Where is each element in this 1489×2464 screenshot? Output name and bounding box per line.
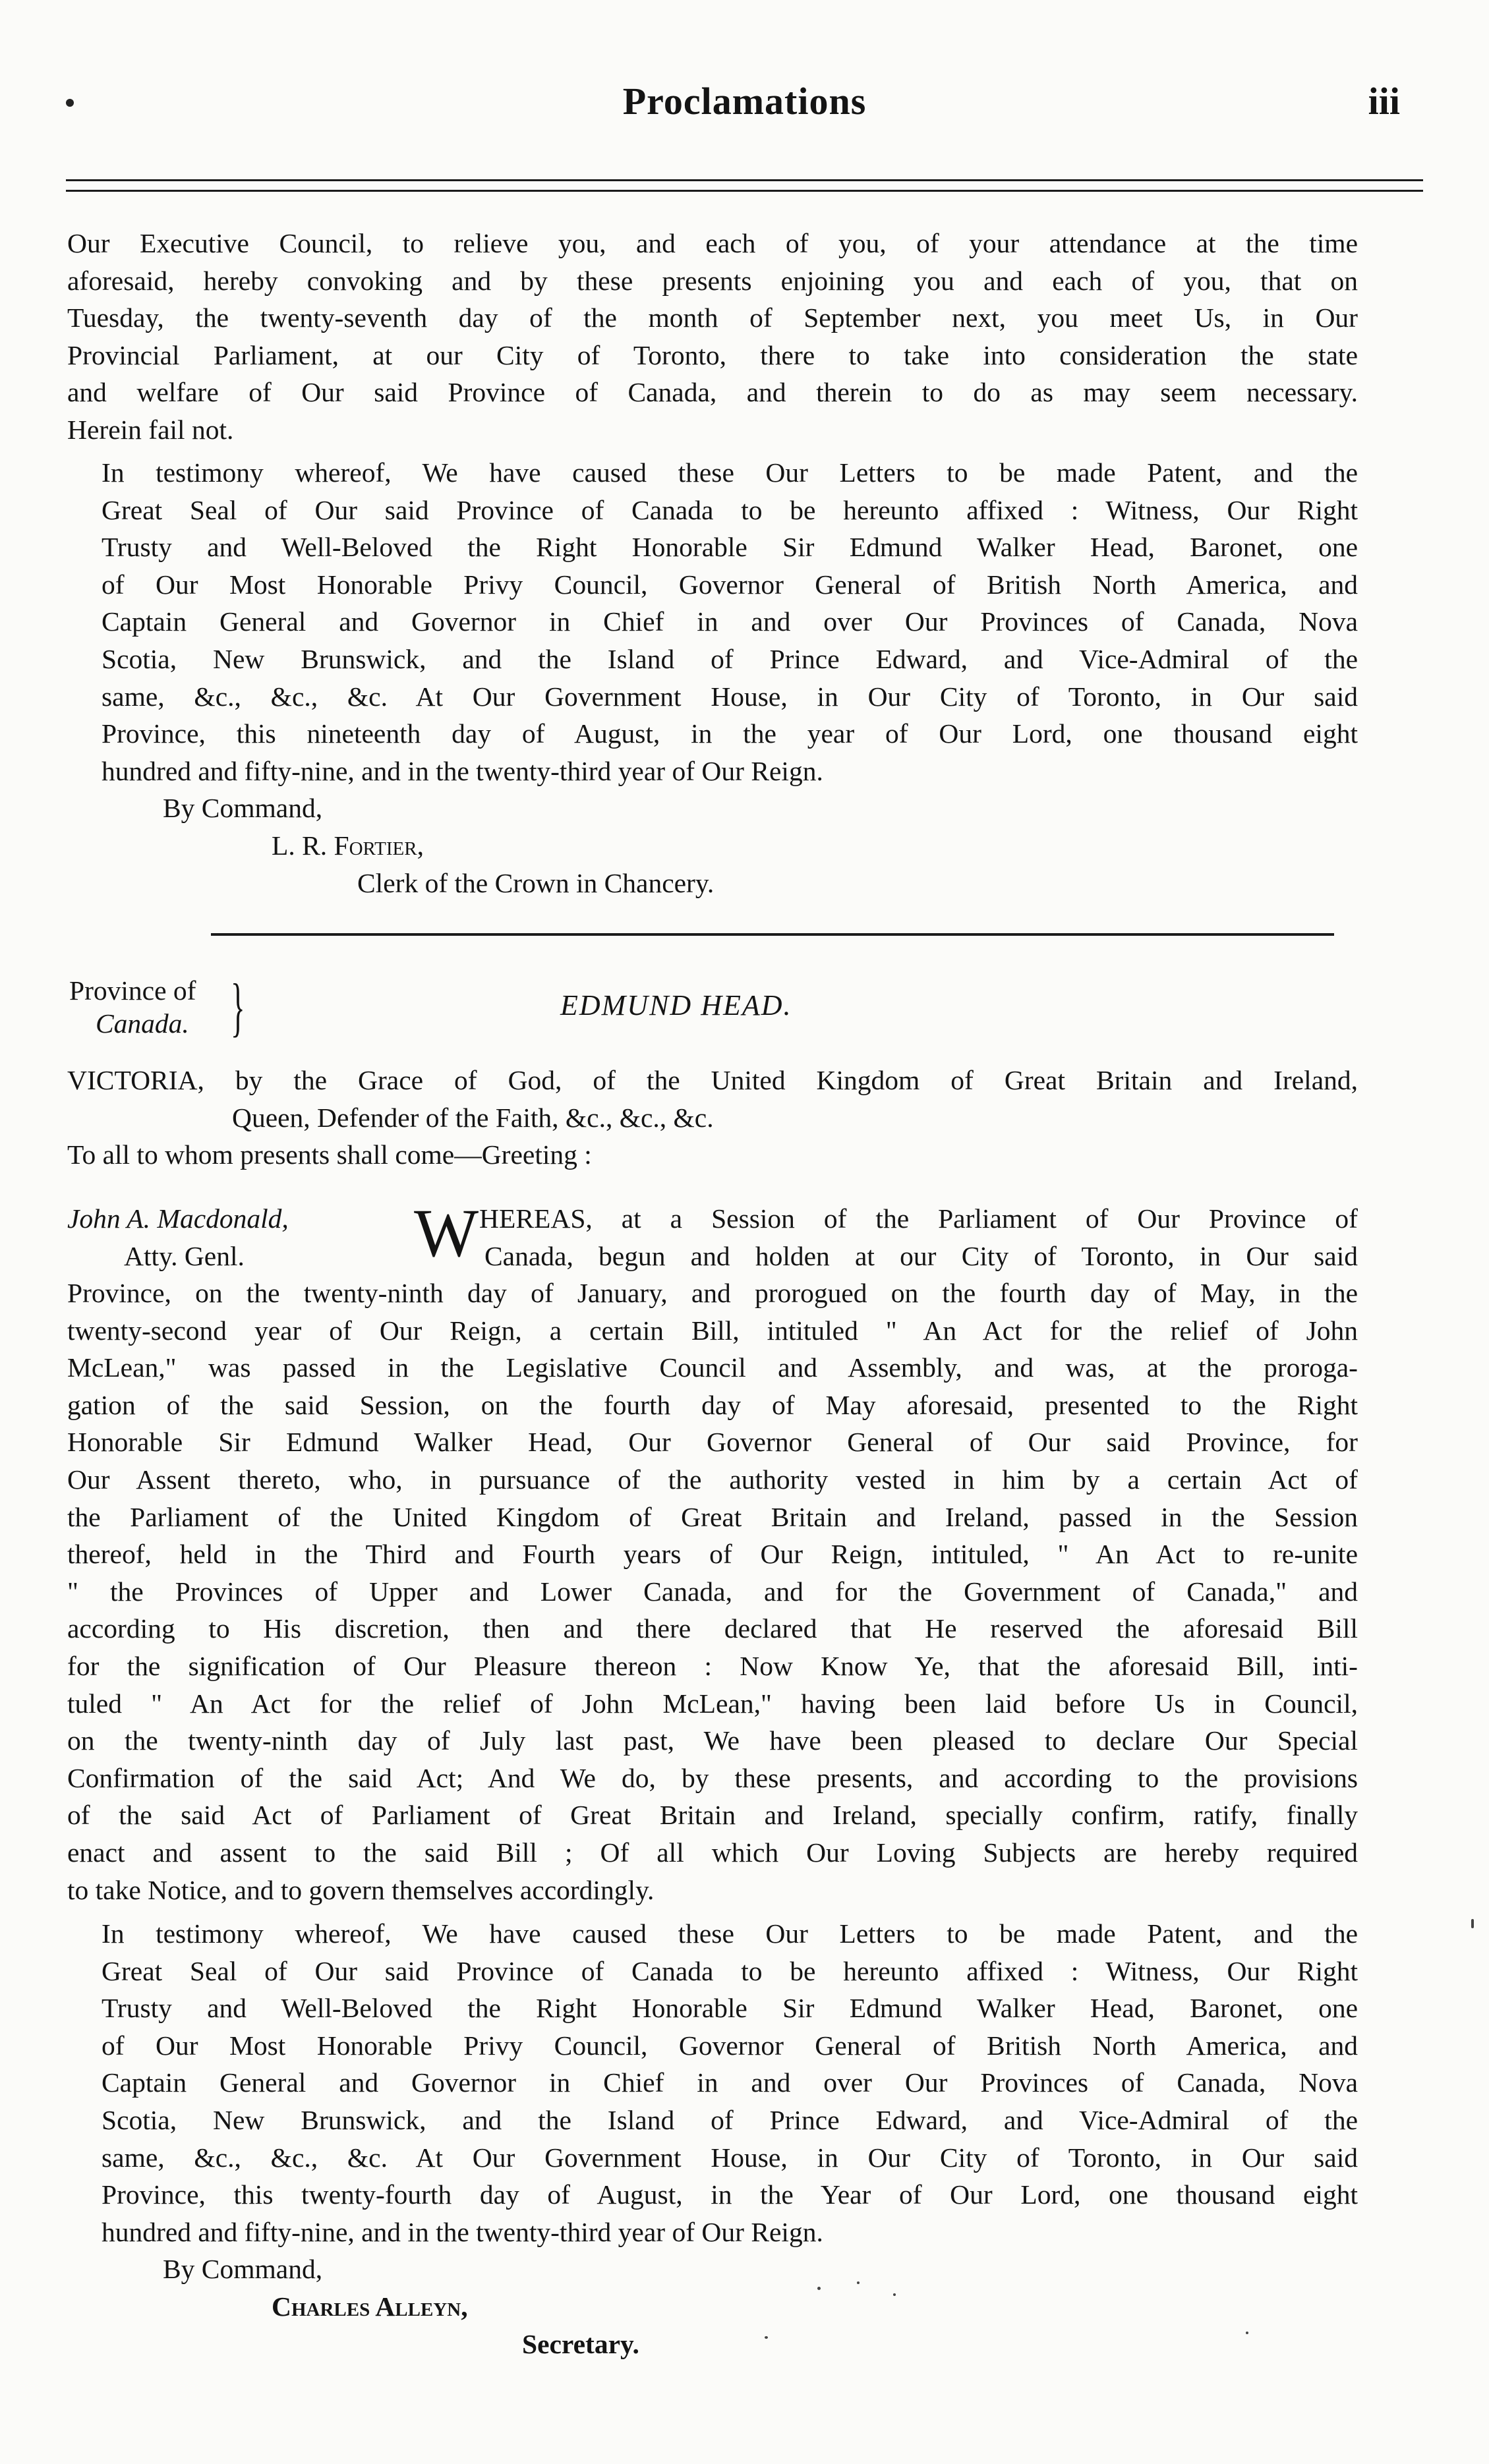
header-rule-bottom <box>66 190 1423 192</box>
text-line: Province, this twenty-fourth day of August, in the Year of Our Lord, one thousand eight <box>102 2179 1358 2210</box>
province-caption-line: Canada. <box>96 1008 189 1039</box>
text-line: In testimony whereof, We have caused these Our Letters to be made Patent, and the <box>102 1918 1358 1949</box>
page-title: Proclamations <box>622 80 867 123</box>
text-line: Confirmation of the said Act; And We do, by these presents, and according to the provisions <box>67 1762 1358 1793</box>
signatory-name: L. R. Fortier, <box>272 830 424 861</box>
province-caption-line: Province of <box>69 975 196 1006</box>
text-line: of Our Most Honorable Privy Council, Governor General of British North America, and <box>102 2030 1358 2061</box>
text-line: same, &c., &c., &c. At Our Government House, in Our City of Toronto, in Our said <box>102 681 1358 712</box>
text-line: " the Provinces of Upper and Lower Canada, and for the Government of Canada," and <box>67 1576 1358 1607</box>
text-line: of the said Act of Parliament of Great Britain and Ireland, specially confirm, ratify, finally <box>67 1800 1358 1831</box>
text-line: Scotia, New Brunswick, and the Island of Prince Edward, and Vice-Admiral of the <box>102 643 1358 674</box>
text-line: Captain General and Governor in Chief in and over Our Provinces of Canada, Nova <box>102 606 1358 637</box>
victoria-line: Queen, Defender of the Faith, &c., &c., &c. <box>232 1102 714 1133</box>
scan-speck <box>1471 1919 1474 1928</box>
text-line: Province, on the twenty-ninth day of January, and prorogued on the fourth day of May, in the <box>67 1278 1358 1308</box>
proclamation-two-opening <box>479 1200 1358 1275</box>
text-line: hundred and fifty-nine, and in the twenty-third year of Our Reign. <box>102 2216 823 2247</box>
text-line: the Parliament of the United Kingdom of Great Britain and Ireland, passed in the Session <box>67 1501 1358 1532</box>
text-line: enact and assent to the said Bill ; Of all which Our Loving Subjects are hereby required <box>67 1837 1358 1868</box>
text-line: Provincial Parliament, at our City of Toronto, there to take into consideration the state <box>67 339 1358 370</box>
text-line: HEREAS, at a Session of the Parliament of Our Province of <box>479 1203 1358 1234</box>
text-line: Scotia, New Brunswick, and the Island of Prince Edward, and Vice-Admiral of the <box>102 2104 1358 2135</box>
text-line: on the twenty-ninth day of July last past, We have been pleased to declare Our Special <box>67 1725 1358 1756</box>
text-line: Trusty and Well-Beloved the Right Honorable Sir Edmund Walker Head, Baronet, one <box>102 532 1358 563</box>
text-line: Our Executive Council, to relieve you, and each of you, of your attendance at the time <box>67 228 1358 258</box>
margin-title: Atty. Genl. <box>124 1241 245 1271</box>
text-line: Canada, begun and holden at our City of Toronto, in Our said <box>484 1240 1358 1271</box>
signatory-name: Charles Alleyn, <box>272 2291 468 2322</box>
text-line: In testimony whereof, We have caused these Our Letters to be made Patent, and the <box>102 457 1358 488</box>
page-number: iii <box>1368 80 1400 123</box>
scan-speck <box>765 2336 768 2339</box>
drop-cap: W <box>414 1195 479 1271</box>
text-line: hundred and fifty-nine, and in the twenty-third year of Our Reign. <box>102 755 823 786</box>
governor-name: EDMUND HEAD. <box>560 989 792 1021</box>
text-line: for the signification of Our Pleasure thereon : Now Know Ye, that the aforesaid Bill, inti- <box>67 1650 1358 1681</box>
by-command: By Command, <box>163 2254 323 2285</box>
scan-speck <box>817 2287 821 2290</box>
text-line: of Our Most Honorable Privy Council, Governor General of British North America, and <box>102 569 1358 600</box>
victoria-line: VICTORIA, by the Grace of God, of the United Kingdom of Great Britain and Ireland, <box>67 1065 1358 1095</box>
text-line: Great Seal of Our said Province of Canada to be hereunto affixed : Witness, Our Right <box>102 494 1358 525</box>
greeting: To all to whom presents shall come—Greeting : <box>67 1139 592 1170</box>
by-command: By Command, <box>163 793 323 824</box>
text-line: Our Assent thereto, who, in pursuance of the authority vested in him by a certain Act of <box>67 1464 1358 1495</box>
text-line: Great Seal of Our said Province of Canada to be hereunto affixed : Witness, Our Right <box>102 1955 1358 1986</box>
text-line: thereof, held in the Third and Fourth years of Our Reign, intituled, " An Act to re-unite <box>67 1539 1358 1570</box>
margin-name: John A. Macdonald, <box>67 1203 289 1234</box>
scan-speck <box>893 2293 896 2296</box>
scan-speck <box>1246 2332 1248 2334</box>
text-line: Trusty and Well-Beloved the Right Honorable Sir Edmund Walker Head, Baronet, one <box>102 1993 1358 2024</box>
text-line: and welfare of Our said Province of Canada, and therein to do as may seem necessary. <box>67 377 1358 408</box>
text-line: Tuesday, the twenty-seventh day of the month of September next, you meet Us, in Our <box>67 302 1358 333</box>
proclamation-two-heading <box>67 1062 1358 1174</box>
text-line: McLean," was passed in the Legislative Council and Assembly, and was, at the proroga- <box>67 1352 1358 1383</box>
text-line: gation of the said Session, on the fourth day of May aforesaid, presented to the Right <box>67 1389 1358 1420</box>
header-rule-top <box>66 179 1423 181</box>
proclamation-two-testimony <box>67 1915 1358 2363</box>
text-line: aforesaid, hereby convoking and by these presents enjoining you and each of you, that on <box>67 265 1358 296</box>
section-divider <box>211 933 1334 936</box>
text-line: twenty-second year of Our Reign, a certain Bill, intituled " An Act for the relief of John <box>67 1315 1358 1346</box>
text-line: Captain General and Governor in Chief in and over Our Provinces of Canada, Nova <box>102 2067 1358 2098</box>
text-line: Herein fail not. <box>67 414 234 445</box>
text-line: to take Notice, and to govern themselves accordingly. <box>67 1874 655 1905</box>
caption-brace: } <box>231 970 245 1043</box>
proclamation-one-testimony <box>67 454 1358 902</box>
text-line: Honorable Sir Edmund Walker Head, Our Governor General of Our said Province, for <box>67 1427 1358 1458</box>
text-line: Province, this nineteenth day of August, in the year of Our Lord, one thousand eight <box>102 718 1358 749</box>
signatory-title: Clerk of the Crown in Chancery. <box>357 867 715 898</box>
text-line: tuled " An Act for the relief of John McLean," having been laid before Us in Council, <box>67 1688 1358 1719</box>
proclamation-two-body <box>67 1275 1358 1908</box>
scan-speck <box>857 2281 860 2284</box>
proclamation-one-body <box>67 225 1358 449</box>
signatory-title: Secretary. <box>522 2328 639 2359</box>
text-line: same, &c., &c., &c. At Our Government House, in Our City of Toronto, in Our said <box>102 2142 1358 2173</box>
text-line: according to His discretion, then and there declared that He reserved the aforesaid Bill <box>67 1613 1358 1644</box>
running-header <box>66 79 1423 138</box>
